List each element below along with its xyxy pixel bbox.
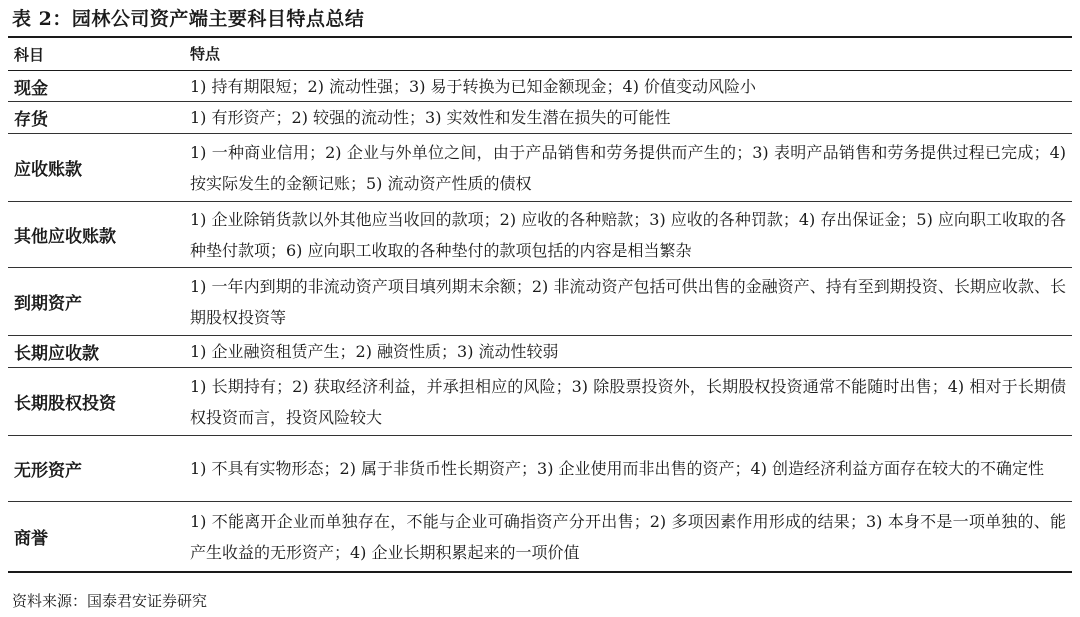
row-feature: 1) 有形资产；2) 较强的流动性；3) 实效性和发生潜在损失的可能性 bbox=[190, 108, 671, 127]
row-subject: 到期资产 bbox=[14, 294, 82, 314]
table-row bbox=[8, 268, 1072, 336]
table-title: 表 2：园林公司资产端主要科目特点总结 bbox=[12, 8, 365, 30]
table-row bbox=[8, 502, 1072, 573]
row-feature: 1) 企业融资租赁产生；2) 融资性质；3) 流动性较弱 bbox=[190, 342, 559, 361]
row-feature: 1) 一种商业信用；2) 企业与外单位之间，由于产品销售和劳务提供而产生的；3) 表明产品销售和劳务提供过程已完成；4) 按实际发生的金额记账；5) 流动资产性质的债权 bbox=[190, 142, 1066, 193]
row-feature: 1) 持有期限短；2) 流动性强；3) 易于转换为已知金额现金；4) 价值变动风险小 bbox=[190, 76, 757, 96]
table-header-row bbox=[8, 38, 1072, 71]
row-subject: 无形资产 bbox=[14, 461, 82, 481]
row-subject: 现金 bbox=[14, 78, 48, 99]
table-row bbox=[8, 102, 1072, 134]
table-row bbox=[8, 368, 1072, 436]
subjects-table bbox=[8, 36, 1072, 573]
row-subject: 商誉 bbox=[14, 529, 48, 549]
row-feature: 1) 一年内到期的非流动资产项目填列期末余额；2) 非流动资产包括可供出售的金融资产、持有至到期投资、长期应收款、长期股权投资等 bbox=[190, 276, 1066, 327]
row-subject: 其他应收账款 bbox=[14, 227, 116, 247]
table-row bbox=[8, 336, 1072, 368]
row-feature: 1) 不具有实物形态；2) 属于非货币性长期资产；3) 企业使用而非出售的资产；4) 创造经济利益方面存在较大的不确定性 bbox=[190, 459, 1045, 478]
row-subject: 长期应收款 bbox=[14, 344, 99, 364]
header-feature: 特点 bbox=[190, 44, 221, 63]
table-row bbox=[8, 134, 1072, 202]
table-row bbox=[8, 71, 1072, 102]
row-feature: 1) 不能离开企业而单独存在，不能与企业可确指资产分开出售；2) 多项因素作用形成的结果；3) 本身不是一项单独的、能产生收益的无形资产；4) 企业长期积累起来的一项价值 bbox=[190, 511, 1066, 562]
table-row bbox=[8, 436, 1072, 502]
row-subject: 存货 bbox=[14, 110, 48, 130]
row-feature: 1) 企业除销货款以外其他应当收回的款项；2) 应收的各种赔款；3) 应收的各种罚款；4) 存出保证金；5) 应向职工收取的各种垫付款项；6) 应向职工收取的各种垫付的款项包括的内容是相当繁杂 bbox=[190, 209, 1066, 260]
source-note: 资料来源：国泰君安证券研究 bbox=[12, 592, 208, 610]
header-subject: 科目 bbox=[14, 45, 45, 64]
row-subject: 应收账款 bbox=[14, 160, 82, 180]
table-row bbox=[8, 202, 1072, 268]
row-subject: 长期股权投资 bbox=[14, 394, 116, 414]
row-feature: 1) 长期持有；2) 获取经济利益，并承担相应的风险；3) 除股票投资外，长期股权投资通常不能随时出售；4) 相对于长期债权投资而言，投资风险较大 bbox=[190, 376, 1066, 427]
